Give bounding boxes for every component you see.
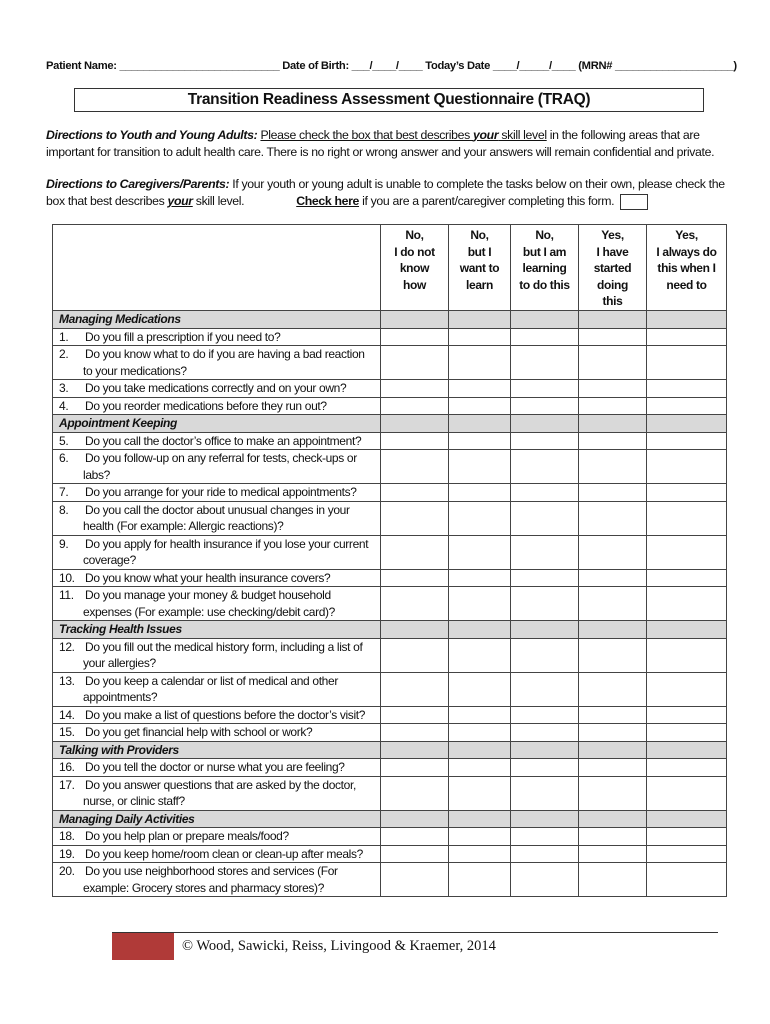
- question-row: [53, 346, 727, 380]
- answer-checkbox-cell[interactable]: [647, 706, 727, 724]
- question-number: 17.: [59, 777, 75, 792]
- answer-checkbox-cell[interactable]: [511, 706, 579, 724]
- answer-checkbox-cell[interactable]: [579, 346, 647, 380]
- answer-checkbox-cell[interactable]: [647, 724, 727, 742]
- answer-checkbox-cell[interactable]: [647, 346, 727, 380]
- question-text: [53, 776, 381, 810]
- answer-checkbox-cell[interactable]: [449, 724, 511, 742]
- question-text: [53, 759, 381, 777]
- answer-checkbox-cell[interactable]: [579, 759, 647, 777]
- column-header: Yes, I always do this when I need to: [647, 225, 727, 311]
- question-row: [53, 432, 727, 450]
- answer-checkbox-cell[interactable]: [647, 759, 727, 777]
- question-line: Do you follow-up on any referral for tests, check-ups or: [85, 451, 357, 465]
- section-answer-cell: [511, 311, 579, 329]
- answer-checkbox-cell[interactable]: [381, 346, 449, 380]
- question-number: 5.: [59, 433, 69, 448]
- section-row: [53, 621, 727, 639]
- answer-checkbox-cell[interactable]: [511, 535, 579, 569]
- answer-checkbox-cell[interactable]: [381, 759, 449, 777]
- question-text: [53, 587, 381, 621]
- question-text: [53, 450, 381, 484]
- answer-checkbox-cell[interactable]: [381, 535, 449, 569]
- answer-checkbox-cell[interactable]: [579, 501, 647, 535]
- question-number: 13.: [59, 673, 75, 688]
- question-line: Do you fill out the medical history form, including a list of: [85, 639, 363, 654]
- question-row: [53, 759, 727, 777]
- answer-checkbox-cell[interactable]: [579, 776, 647, 810]
- question-text: [53, 724, 381, 742]
- section-answer-cell: [579, 810, 647, 828]
- answer-checkbox-cell[interactable]: [381, 397, 449, 415]
- question-number: 16.: [59, 760, 75, 774]
- answer-checkbox-cell[interactable]: [381, 450, 449, 484]
- question-number: 12.: [59, 639, 75, 654]
- directions-youth: [46, 127, 726, 161]
- section-answer-cell: [511, 415, 579, 433]
- question-line: Do you arrange for your ride to medical appointments?: [85, 485, 357, 499]
- section-answer-cell: [449, 741, 511, 759]
- question-row: [53, 397, 727, 415]
- answer-checkbox-cell[interactable]: [511, 759, 579, 777]
- section-row: [53, 311, 727, 329]
- answer-checkbox-cell[interactable]: [511, 328, 579, 346]
- answer-checkbox-cell[interactable]: [381, 484, 449, 502]
- question-text: [53, 484, 381, 502]
- section-row: [53, 415, 727, 433]
- answer-checkbox-cell[interactable]: [381, 569, 449, 587]
- section-answer-cell: [579, 311, 647, 329]
- copyright-footer: © Wood, Sawicki, Reiss, Livingood & Kraemer, 2014: [182, 938, 496, 954]
- question-line: Do you tell the doctor or nurse what you are feeling?: [85, 760, 345, 774]
- section-title: Tracking Health Issues: [53, 621, 381, 639]
- question-text: [53, 346, 381, 380]
- answer-checkbox-cell[interactable]: [381, 776, 449, 810]
- question-number: 7.: [59, 485, 69, 499]
- answer-checkbox-cell[interactable]: [381, 863, 449, 897]
- answer-checkbox-cell[interactable]: [579, 638, 647, 672]
- question-line: Do you know what to do if you are having a bad reaction: [85, 347, 365, 361]
- question-line-continued: your allergies?: [83, 656, 156, 670]
- question-text: [53, 535, 381, 569]
- traq-table: [52, 224, 727, 897]
- section-title: Talking with Providers: [53, 741, 381, 759]
- section-answer-cell: [579, 415, 647, 433]
- answer-checkbox-cell[interactable]: [579, 569, 647, 587]
- answer-checkbox-cell[interactable]: [381, 328, 449, 346]
- question-number: 6.: [59, 451, 69, 465]
- answer-checkbox-cell[interactable]: [449, 638, 511, 672]
- section-answer-cell: [381, 810, 449, 828]
- answer-checkbox-cell[interactable]: [511, 501, 579, 535]
- directions-youth-underline: Please check the box that best describes your skill level: [260, 128, 547, 142]
- answer-checkbox-cell[interactable]: [511, 484, 579, 502]
- answer-checkbox-cell[interactable]: [647, 501, 727, 535]
- question-column-header: [53, 225, 381, 311]
- section-answer-cell: [647, 621, 727, 639]
- section-answer-cell: [381, 621, 449, 639]
- answer-checkbox-cell[interactable]: [381, 724, 449, 742]
- answer-checkbox-cell[interactable]: [381, 672, 449, 706]
- question-text: [53, 863, 381, 897]
- answer-checkbox-cell[interactable]: [647, 450, 727, 484]
- question-line: Do you make a list of questions before the doctor’s visit?: [85, 707, 366, 722]
- question-line-continued: example: Grocery stores and pharmacy stores)?: [83, 880, 325, 895]
- question-row: [53, 380, 727, 398]
- section-answer-cell: [381, 311, 449, 329]
- question-line-continued: health (For example: Allergic reactions)?: [83, 519, 284, 533]
- answer-checkbox-cell[interactable]: [449, 535, 511, 569]
- question-line: Do you reorder medications before they run out?: [85, 398, 327, 413]
- answer-checkbox-cell[interactable]: [579, 828, 647, 846]
- answer-checkbox-cell[interactable]: [449, 346, 511, 380]
- question-number: 2.: [59, 347, 69, 361]
- question-text: [53, 706, 381, 724]
- question-row: [53, 484, 727, 502]
- question-text: [53, 432, 381, 450]
- question-number: 10.: [59, 570, 75, 585]
- section-answer-cell: [449, 621, 511, 639]
- question-text: [53, 845, 381, 863]
- answer-checkbox-cell[interactable]: [381, 587, 449, 621]
- question-row: [53, 328, 727, 346]
- answer-checkbox-cell[interactable]: [449, 501, 511, 535]
- question-text: [53, 828, 381, 846]
- question-line: Do you get financial help with school or work?: [85, 725, 313, 739]
- answer-checkbox-cell[interactable]: [579, 845, 647, 863]
- answer-checkbox-cell[interactable]: [647, 638, 727, 672]
- directions-caregivers: Directions to Caregivers/Parents: If your youth or young adult is unable to complete the tasks below on their own, please check the box that best describes your skill level. Check here if you are a parent/caregiver completing this form.: [46, 177, 725, 208]
- question-row: [53, 776, 727, 810]
- question-row: [53, 535, 727, 569]
- answer-checkbox-cell[interactable]: [511, 776, 579, 810]
- answer-checkbox-cell[interactable]: [449, 845, 511, 863]
- question-number: 19.: [59, 846, 75, 861]
- question-line: Do you fill a prescription if you need to?: [85, 329, 281, 344]
- answer-checkbox-cell[interactable]: [647, 863, 727, 897]
- patient-info-line: Patient Name: ___________________________ Date of Birth: ___/____/____ Today’s Date ____/_____/____ (MRN# ____________________): [46, 60, 737, 72]
- question-line-continued: to your medications?: [83, 363, 187, 378]
- section-title: Managing Medications: [53, 311, 381, 329]
- question-row: [53, 845, 727, 863]
- answer-checkbox-cell[interactable]: [381, 706, 449, 724]
- question-row: [53, 638, 727, 672]
- answer-checkbox-cell[interactable]: [579, 863, 647, 897]
- section-answer-cell: [647, 741, 727, 759]
- section-answer-cell: [647, 311, 727, 329]
- answer-checkbox-cell[interactable]: [579, 328, 647, 346]
- question-line-continued: appointments?: [83, 690, 158, 704]
- answer-checkbox-cell[interactable]: [381, 845, 449, 863]
- answer-checkbox-cell[interactable]: [579, 706, 647, 724]
- question-line: Do you keep home/room clean or clean-up after meals?: [85, 846, 363, 861]
- answer-checkbox-cell[interactable]: [449, 569, 511, 587]
- footer-divider: [112, 932, 718, 933]
- question-line: Do you apply for health insurance if you lose your current: [85, 536, 369, 551]
- question-row: [53, 828, 727, 846]
- answer-checkbox-cell[interactable]: [511, 863, 579, 897]
- answer-checkbox-cell[interactable]: [647, 587, 727, 621]
- answer-checkbox-cell[interactable]: [647, 484, 727, 502]
- question-line: Do you call the doctor’s office to make an appointment?: [85, 433, 362, 448]
- section-title: Managing Daily Activities: [53, 810, 381, 828]
- directions-youth-label: Directions to Youth and Young Adults:: [46, 128, 258, 142]
- answer-checkbox-cell[interactable]: [449, 587, 511, 621]
- question-number: 3.: [59, 381, 69, 395]
- question-text: [53, 638, 381, 672]
- answer-checkbox-cell[interactable]: [381, 638, 449, 672]
- column-header: No, but I want to learn: [449, 225, 511, 311]
- answer-checkbox-cell[interactable]: [647, 397, 727, 415]
- section-answer-cell: [449, 810, 511, 828]
- page-title: Transition Readiness Assessment Questionnaire (TRAQ): [74, 88, 704, 112]
- question-line-continued: labs?: [83, 467, 110, 482]
- answer-checkbox-cell[interactable]: [381, 501, 449, 535]
- question-number: 14.: [59, 707, 75, 722]
- answer-checkbox-cell[interactable]: [449, 328, 511, 346]
- question-row: [53, 569, 727, 587]
- question-text: [53, 397, 381, 415]
- question-line-continued: coverage?: [83, 553, 136, 567]
- question-row: [53, 706, 727, 724]
- question-line: Do you know what your health insurance covers?: [85, 570, 331, 585]
- question-line-continued: nurse, or clinic staff?: [83, 794, 185, 808]
- section-answer-cell: [449, 415, 511, 433]
- answer-checkbox-cell[interactable]: [647, 776, 727, 810]
- question-row: [53, 724, 727, 742]
- answer-checkbox-cell[interactable]: [381, 828, 449, 846]
- column-header: Yes, I have started doing this: [579, 225, 647, 311]
- question-row: [53, 450, 727, 484]
- answer-checkbox-cell[interactable]: [449, 484, 511, 502]
- question-text: [53, 501, 381, 535]
- section-answer-cell: [381, 741, 449, 759]
- section-answer-cell: [511, 810, 579, 828]
- answer-checkbox-cell[interactable]: [579, 432, 647, 450]
- answer-checkbox-cell[interactable]: [381, 380, 449, 398]
- answer-checkbox-cell[interactable]: [647, 380, 727, 398]
- answer-checkbox-cell[interactable]: [647, 535, 727, 569]
- answer-checkbox-cell[interactable]: [511, 845, 579, 863]
- column-header: No, I do not know how: [381, 225, 449, 311]
- section-title: Appointment Keeping: [53, 415, 381, 433]
- answer-checkbox-cell[interactable]: [511, 450, 579, 484]
- answer-checkbox-cell[interactable]: [579, 672, 647, 706]
- question-line-continued: expenses (For example: use checking/debit card)?: [83, 604, 336, 619]
- answer-checkbox-cell[interactable]: [579, 587, 647, 621]
- answer-checkbox-cell[interactable]: [511, 672, 579, 706]
- answer-checkbox-cell[interactable]: [449, 380, 511, 398]
- answer-checkbox-cell[interactable]: [579, 535, 647, 569]
- answer-checkbox-cell[interactable]: [647, 328, 727, 346]
- section-answer-cell: [579, 741, 647, 759]
- question-line: Do you call the doctor about unusual changes in your: [85, 502, 350, 517]
- question-line: Do you take medications correctly and on your own?: [85, 381, 347, 395]
- question-number: 9.: [59, 536, 69, 551]
- question-text: [53, 328, 381, 346]
- question-line: Do you keep a calendar or list of medical and other: [85, 673, 338, 688]
- question-text: [53, 672, 381, 706]
- question-row: [53, 672, 727, 706]
- section-answer-cell: [647, 415, 727, 433]
- answer-checkbox-cell[interactable]: [449, 776, 511, 810]
- answer-checkbox-cell[interactable]: [647, 845, 727, 863]
- answer-checkbox-cell[interactable]: [579, 380, 647, 398]
- answer-checkbox-cell[interactable]: [449, 863, 511, 897]
- answer-checkbox-cell[interactable]: [381, 432, 449, 450]
- column-header: No, but I am learning to do this: [511, 225, 579, 311]
- answer-checkbox-cell[interactable]: [579, 484, 647, 502]
- answer-checkbox-cell[interactable]: [511, 432, 579, 450]
- check-here-label: Check here: [296, 194, 360, 208]
- answer-checkbox-cell[interactable]: [511, 569, 579, 587]
- answer-checkbox-cell[interactable]: [647, 569, 727, 587]
- question-line: Do you answer questions that are asked by the doctor,: [85, 777, 356, 792]
- question-number: 15.: [59, 725, 75, 739]
- section-answer-cell: [579, 621, 647, 639]
- question-row: [53, 587, 727, 621]
- answer-checkbox-cell[interactable]: [449, 432, 511, 450]
- answer-checkbox-cell[interactable]: [511, 587, 579, 621]
- answer-checkbox-cell[interactable]: [511, 828, 579, 846]
- question-line: Do you help plan or prepare meals/food?: [85, 829, 289, 843]
- question-number: 18.: [59, 829, 75, 843]
- answer-checkbox-cell[interactable]: [511, 724, 579, 742]
- question-text: [53, 380, 381, 398]
- answer-checkbox-cell[interactable]: [449, 759, 511, 777]
- answer-checkbox-cell[interactable]: [647, 432, 727, 450]
- question-number: 4.: [59, 398, 69, 413]
- question-row: [53, 501, 727, 535]
- question-number: 1.: [59, 329, 69, 344]
- answer-checkbox-cell[interactable]: [579, 450, 647, 484]
- answer-checkbox-cell[interactable]: [579, 397, 647, 415]
- section-row: [53, 810, 727, 828]
- directions-caregivers-label: Directions to Caregivers/Parents:: [46, 177, 230, 191]
- question-line: Do you use neighborhood stores and services (For: [85, 864, 338, 878]
- answer-checkbox-cell[interactable]: [449, 706, 511, 724]
- section-answer-cell: [647, 810, 727, 828]
- answer-checkbox-cell[interactable]: [449, 672, 511, 706]
- question-text: [53, 569, 381, 587]
- directions-youth-rest: in the following areas that are important for transition to adult health care. There is no right or wrong answer and your answers will remain confidential and private.: [46, 128, 715, 159]
- answer-checkbox-cell[interactable]: [647, 672, 727, 706]
- question-number: 20.: [59, 864, 75, 878]
- answer-checkbox-cell[interactable]: [511, 397, 579, 415]
- section-answer-cell: [381, 415, 449, 433]
- caregiver-checkbox[interactable]: [620, 194, 648, 210]
- answer-checkbox-cell[interactable]: [511, 380, 579, 398]
- footer-accent-bar: [112, 933, 174, 960]
- question-number: 11.: [59, 588, 74, 602]
- answer-checkbox-cell[interactable]: [449, 397, 511, 415]
- answer-checkbox-cell[interactable]: [511, 638, 579, 672]
- answer-checkbox-cell[interactable]: [647, 828, 727, 846]
- section-answer-cell: [449, 311, 511, 329]
- answer-checkbox-cell[interactable]: [449, 450, 511, 484]
- question-number: 8.: [59, 502, 69, 517]
- table-header-row: [53, 225, 727, 311]
- section-row: [53, 741, 727, 759]
- answer-checkbox-cell[interactable]: [449, 828, 511, 846]
- answer-checkbox-cell[interactable]: [579, 724, 647, 742]
- section-answer-cell: [511, 621, 579, 639]
- question-row: [53, 863, 727, 897]
- section-answer-cell: [511, 741, 579, 759]
- answer-checkbox-cell[interactable]: [511, 346, 579, 380]
- question-line: Do you manage your money & budget household: [85, 588, 331, 602]
